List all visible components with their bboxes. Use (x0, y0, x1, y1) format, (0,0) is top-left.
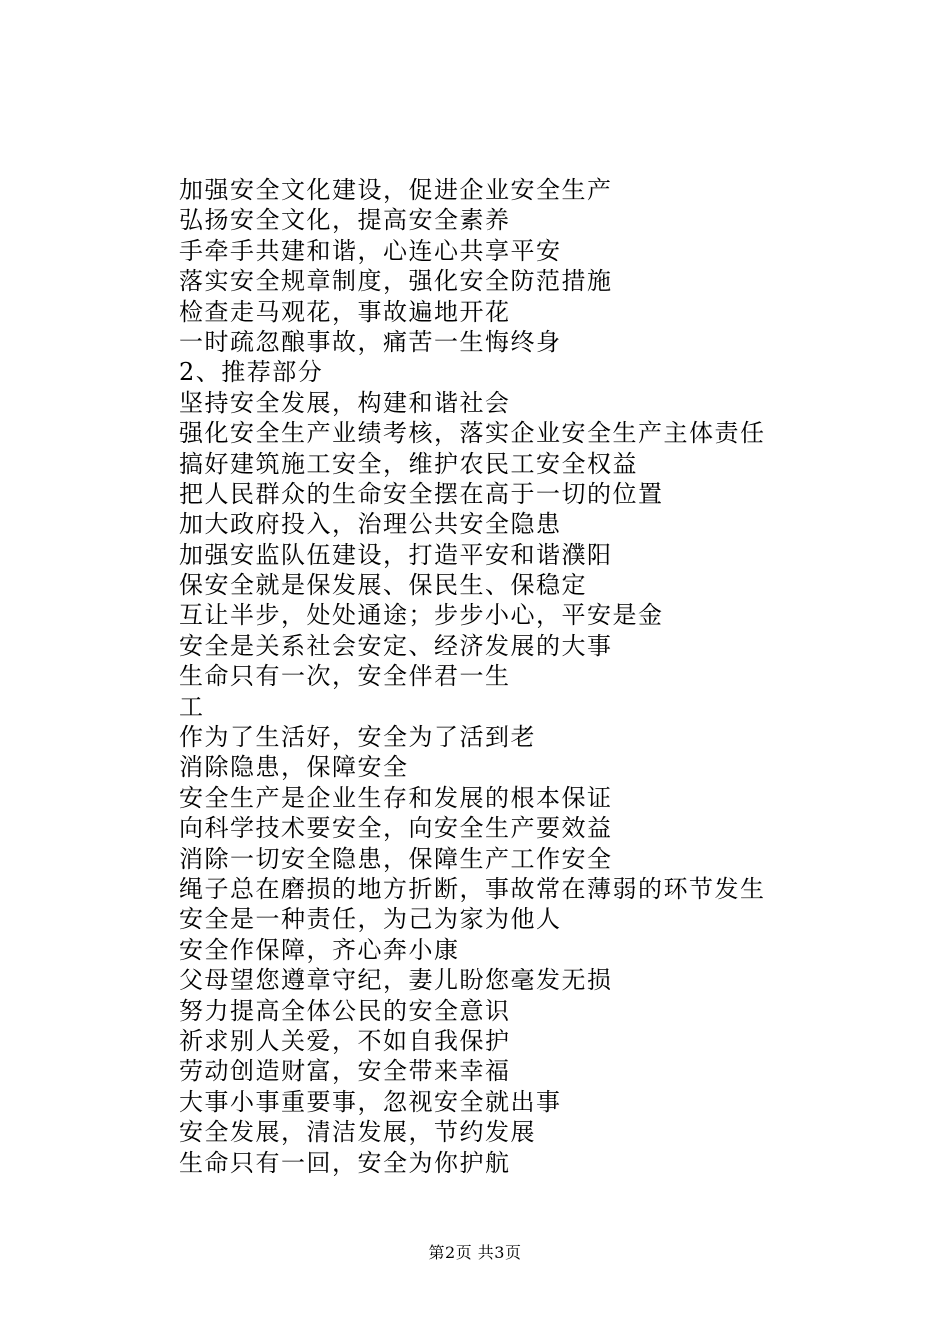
document-body (179, 175, 879, 1178)
text-line: 绳子总在磨损的地方折断，事故常在薄弱的环节发生 (179, 874, 766, 903)
text-line: 大事小事重要事，忽视安全就出事 (179, 1087, 562, 1116)
text-line: 安全是关系社会安定、经济发展的大事 (179, 631, 613, 660)
text-line: 加大政府投入，治理公共安全隐患 (179, 510, 562, 539)
text-line: 消除一切安全隐患，保障生产工作安全 (179, 844, 613, 873)
text-line: 搞好建筑施工安全，维护农民工安全权益 (179, 449, 638, 478)
text-line: 弘扬安全文化，提高安全素养 (179, 206, 511, 235)
text-line: 作为了生活好，安全为了活到老 (179, 723, 536, 752)
text-line: 互让半步，处处通途；步步小心，平安是金 (179, 601, 664, 630)
text-line: 生命只有一次，安全伴君一生 (179, 662, 511, 691)
text-line: 努力提高全体公民的安全意识 (179, 996, 511, 1025)
text-line: 安全生产是企业生存和发展的根本保证 (179, 783, 613, 812)
text-line: 保安全就是保发展、保民生、保稳定 (179, 571, 587, 600)
text-line: 落实安全规章制度，强化安全防范措施 (179, 267, 613, 296)
text-line: 一时疏忽酿事故，痛苦一生悔终身 (179, 327, 562, 356)
text-line: 安全发展，清洁发展，节约发展 (179, 1118, 536, 1147)
text-line: 安全作保障，齐心奔小康 (179, 935, 460, 964)
text-line: 把人民群众的生命安全摆在高于一切的位置 (179, 479, 664, 508)
section-heading: 2、推荐部分 (179, 358, 324, 387)
text-line: 检查走马观花，事故遍地开花 (179, 297, 511, 326)
text-line: 加强安全文化建设，促进企业安全生产 (179, 176, 613, 204)
text-line: 安全是一种责任，为己为家为他人 (179, 905, 562, 934)
text-line: 坚持安全发展，构建和谐社会 (179, 388, 511, 417)
text-line: 生命只有一回，安全为你护航 (179, 1148, 511, 1177)
text-line: 劳动创造财富，安全带来幸福 (179, 1057, 511, 1086)
text-line: 强化安全生产业绩考核，落实企业安全生产主体责任 (179, 419, 766, 448)
page-number-footer: 第2页 共3页 (428, 1243, 522, 1262)
text-line: 加强安监队伍建设，打造平安和谐濮阳 (179, 540, 613, 569)
text-line: 消除隐患，保障安全 (179, 753, 409, 782)
text-line: 父母望您遵章守纪，妻儿盼您毫发无损 (179, 966, 613, 995)
text-line: 祈求别人关爱，不如自我保护 (179, 1026, 511, 1055)
text-line: 工 (179, 692, 205, 721)
text-line: 手牵手共建和谐，心连心共享平安 (179, 236, 562, 265)
text-line: 向科学技术要安全，向安全生产要效益 (179, 814, 613, 843)
